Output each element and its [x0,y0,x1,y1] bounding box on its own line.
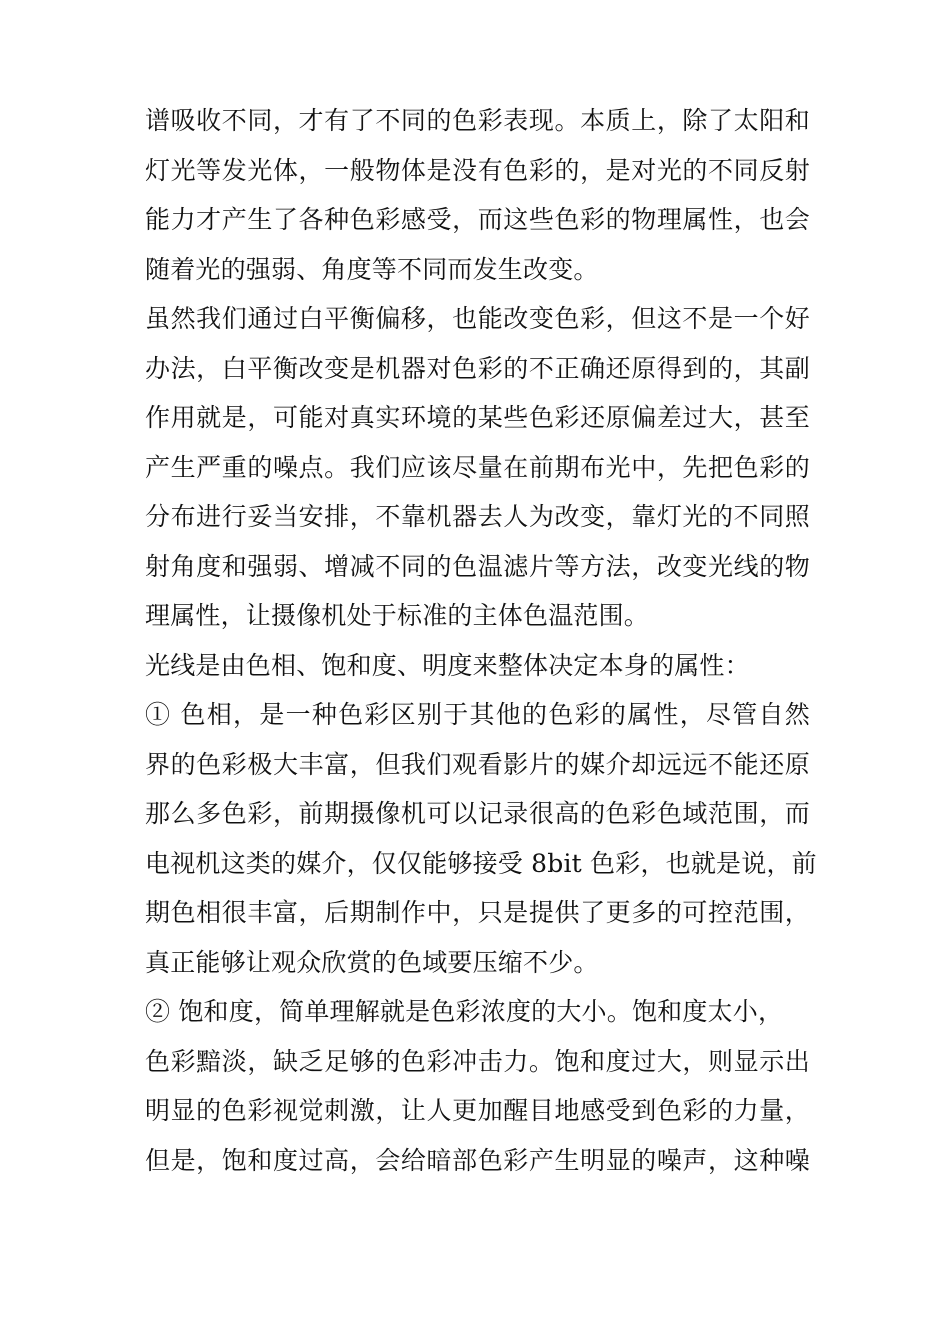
text-line-9: 分布进行妥当安排，不靠机器去人为改变，靠灯光的不同照 [145,502,810,531]
text-line-19: ② 饱和度，简单理解就是色彩浓度的大小。饱和度太小， [145,997,784,1026]
text-line-6: 办法，白平衡改变是机器对色彩的不正确还原得到的，其副 [145,353,810,383]
text-line-13: ① 色相，是一种色彩区别于其他的色彩的属性，尽管自然 [145,700,810,729]
text-line-3: 能力才产生了各种色彩感受，而这些色彩的物理属性，也会 [145,205,810,234]
text-line-1: 谱吸收不同，才有了不同的色彩表现。本质上，除了太阳和 [145,106,810,135]
text-line-20: 色彩黯淡，缺乏足够的色彩冲击力。饱和度过大，则显示出 [145,1046,810,1076]
text-line-15: 那么多色彩，前期摄像机可以记录很高的色彩色域范围，而 [145,799,810,828]
text-line-21: 明显的色彩视觉刺激，让人更加醒目地感受到色彩的力量， [145,1096,810,1125]
text-line-11: 理属性，让摄像机处于标准的主体色温范围。 [145,601,650,630]
text-line-22: 但是，饱和度过高，会给暗部色彩产生明显的噪声，这种噪 [145,1145,810,1175]
text-line-5: 虽然我们通过白平衡偏移，也能改变色彩，但这不是一个好 [145,304,810,333]
text-line-18: 真正能够让观众欣赏的色域要压缩不少。 [145,947,599,977]
text-line-12: 光线是由色相、饱和度、明度来整体决定本身的属性： [145,650,750,680]
text-line-10: 射角度和强弱、增减不同的色温滤片等方法，改变光线的物 [145,551,810,581]
text-line-7: 作用就是，可能对真实环境的某些色彩还原偏差过大，甚至 [145,403,810,432]
body-text [145,96,817,1185]
text-line-8: 产生严重的噪点。我们应该尽量在前期布光中，先把色彩的 [145,452,810,482]
text-line-17: 期色相很丰富，后期制作中，只是提供了更多的可控范围， [145,898,810,927]
text-line-4: 随着光的强弱、角度等不同而发生改变。 [145,254,599,284]
text-line-2: 灯光等发光体，一般物体是没有色彩的，是对光的不同反射 [145,155,810,185]
text-line-14: 界的色彩极大丰富，但我们观看影片的媒介却远远不能还原 [145,749,810,779]
text-line-16: 电视机这类的媒介，仅仅能够接受 8bit 色彩，也就是说，前 [145,848,817,878]
